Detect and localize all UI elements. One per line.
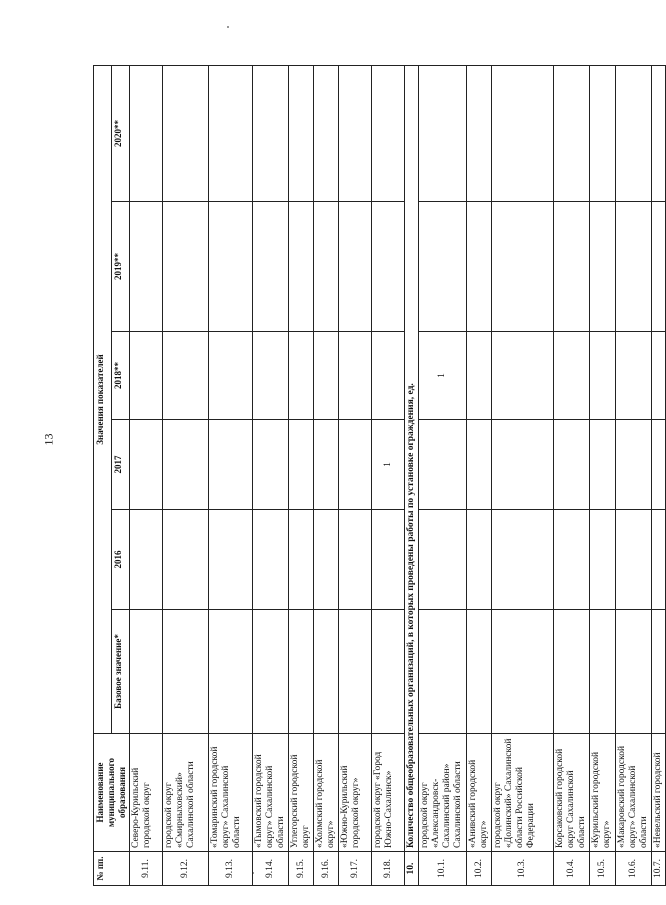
municipality-name: Северо-Курильский городской округ: [130, 734, 163, 852]
row-number: 10.6.: [616, 852, 652, 886]
value-cell: [130, 202, 163, 332]
value-cell: [467, 202, 492, 332]
value-cell: [314, 510, 339, 610]
value-cell: [339, 202, 372, 332]
value-cell: [419, 420, 467, 510]
table-row: [467, 66, 492, 886]
value-cell: [616, 510, 652, 610]
row-number: 10.1.: [419, 852, 467, 886]
value-cell: [590, 610, 616, 734]
section-title: Количество общеобразовательных организаций, в которых проведены работы по установке ограждения, ед.: [405, 66, 419, 852]
value-cell: [209, 202, 253, 332]
value-cell: [253, 202, 289, 332]
page-number: 13: [41, 433, 56, 446]
municipality-name: «Макаровский городской округ» Сахалинской области: [616, 734, 652, 852]
value-cell: [339, 420, 372, 510]
row-number: 10.5.: [590, 852, 616, 886]
municipality-name: «Анивский городской округ»: [467, 734, 492, 852]
value-cell: [314, 332, 339, 420]
row-number: 9.11.: [130, 852, 163, 886]
header-2018: 2018**: [112, 332, 130, 420]
value-cell: [616, 610, 652, 734]
value-cell: [590, 420, 616, 510]
header-name: Наименование муниципального образования: [94, 734, 130, 852]
value-cell: [492, 66, 554, 202]
value-cell: [253, 420, 289, 510]
municipality-name: городской округ «Город Южно-Сахалинск»: [372, 734, 405, 852]
scan-speck: [227, 26, 229, 28]
row-number: 10.3.: [492, 852, 554, 886]
value-cell: [253, 332, 289, 420]
header-group: Значения показателей: [94, 66, 112, 734]
value-cell: [372, 510, 405, 610]
table-row: [616, 66, 652, 886]
table-row: [372, 66, 405, 886]
value-cell: [163, 610, 209, 734]
table-row: [554, 66, 590, 886]
value-cell: [163, 510, 209, 610]
value-cell: [652, 510, 666, 610]
row-number: 9.15.: [289, 852, 314, 886]
value-cell: [616, 202, 652, 332]
value-cell: [209, 332, 253, 420]
row-number: 10.7.: [652, 852, 666, 886]
value-cell: [130, 66, 163, 202]
header-base: Базовое значение*: [112, 610, 130, 734]
value-cell: 1: [419, 332, 467, 420]
value-cell: [492, 332, 554, 420]
value-cell: [590, 202, 616, 332]
table-row: [163, 66, 209, 886]
value-cell: [590, 332, 616, 420]
value-cell: [419, 510, 467, 610]
table-row: [590, 66, 616, 886]
value-cell: [616, 66, 652, 202]
value-cell: [314, 66, 339, 202]
value-cell: [554, 66, 590, 202]
value-cell: [163, 202, 209, 332]
municipality-name: «Холмский городской округ»: [314, 734, 339, 852]
value-cell: [130, 510, 163, 610]
municipality-name: «Невельский городской: [652, 734, 666, 852]
value-cell: [652, 332, 666, 420]
value-cell: [339, 610, 372, 734]
row-number: 10.4.: [554, 852, 590, 886]
value-cell: [289, 510, 314, 610]
section-row: [405, 66, 419, 886]
value-cell: [372, 610, 405, 734]
value-cell: [492, 610, 554, 734]
value-cell: [616, 420, 652, 510]
value-cell: [130, 610, 163, 734]
value-cell: [339, 332, 372, 420]
value-cell: [419, 610, 467, 734]
table-row: [339, 66, 372, 886]
value-cell: [554, 610, 590, 734]
row-number: 9.18.: [372, 852, 405, 886]
value-cell: [253, 66, 289, 202]
row-number: 9.12.: [163, 852, 209, 886]
value-cell: [209, 610, 253, 734]
table-row: [289, 66, 314, 886]
municipality-name: «Курильский городской округ»: [590, 734, 616, 852]
value-cell: [652, 610, 666, 734]
value-cell: [163, 420, 209, 510]
section-no: 10.: [405, 852, 419, 886]
row-number: 9.16.: [314, 852, 339, 886]
header-2017: 2017: [112, 420, 130, 510]
municipality-name: городской округ «Смирныховский» Сахалинской области: [163, 734, 209, 852]
value-cell: [467, 332, 492, 420]
header-row-1: [94, 66, 112, 886]
municipality-name: городской округ «Александровск-Сахалинский район» Сахалинской области: [419, 734, 467, 852]
value-cell: [209, 420, 253, 510]
value-cell: [130, 332, 163, 420]
value-cell: [372, 202, 405, 332]
value-cell: [253, 510, 289, 610]
table-row: [130, 66, 163, 886]
value-cell: [314, 610, 339, 734]
municipality-name: «Томаринский городской округ» Сахалинской области: [209, 734, 253, 852]
value-cell: [590, 510, 616, 610]
header-no: № пп.: [94, 852, 130, 886]
table-row: [253, 66, 289, 886]
value-cell: [492, 202, 554, 332]
value-cell: [314, 420, 339, 510]
value-cell: [339, 66, 372, 202]
municipality-name: Корсаковский городской округ Сахалинской области: [554, 734, 590, 852]
municipality-name: Углегорский городской округ: [289, 734, 314, 852]
value-cell: [289, 202, 314, 332]
value-cell: [467, 510, 492, 610]
table-row: [492, 66, 554, 886]
value-cell: [314, 202, 339, 332]
rotated-table-container: [93, 66, 663, 886]
header-2020: 2020**: [112, 66, 130, 202]
table-row: [652, 66, 666, 886]
value-cell: [419, 202, 467, 332]
value-cell: [289, 610, 314, 734]
value-cell: [253, 610, 289, 734]
municipality-name: «Тымовский городской округ» Сахалинской области: [253, 734, 289, 852]
value-cell: [492, 510, 554, 610]
value-cell: [289, 332, 314, 420]
value-cell: [209, 510, 253, 610]
table-row: [419, 66, 467, 886]
value-cell: [554, 202, 590, 332]
value-cell: [467, 66, 492, 202]
header-2019: 2019**: [112, 202, 130, 332]
row-number: 9.17.: [339, 852, 372, 886]
value-cell: 1: [372, 420, 405, 510]
indicator-table: [93, 65, 666, 886]
value-cell: [289, 420, 314, 510]
row-number: 10.2.: [467, 852, 492, 886]
value-cell: [130, 420, 163, 510]
value-cell: [554, 332, 590, 420]
value-cell: [467, 610, 492, 734]
value-cell: [289, 66, 314, 202]
row-number: 9.13.: [209, 852, 253, 886]
value-cell: [554, 510, 590, 610]
value-cell: [616, 332, 652, 420]
table-row: [314, 66, 339, 886]
value-cell: [554, 420, 590, 510]
value-cell: [163, 66, 209, 202]
header-2016: 2016: [112, 510, 130, 610]
value-cell: [652, 420, 666, 510]
value-cell: [467, 420, 492, 510]
value-cell: [492, 420, 554, 510]
row-number: 9.14.: [253, 852, 289, 886]
value-cell: [339, 510, 372, 610]
value-cell: [652, 202, 666, 332]
municipality-name: «Южно-Курильский городской округ»: [339, 734, 372, 852]
table-row: [209, 66, 253, 886]
value-cell: [419, 66, 467, 202]
municipality-name: городской округ «Долинский» Сахалинской области Российской Федерации: [492, 734, 554, 852]
value-cell: [163, 332, 209, 420]
value-cell: [590, 66, 616, 202]
value-cell: [209, 66, 253, 202]
value-cell: [652, 66, 666, 202]
value-cell: [372, 332, 405, 420]
value-cell: [372, 66, 405, 202]
